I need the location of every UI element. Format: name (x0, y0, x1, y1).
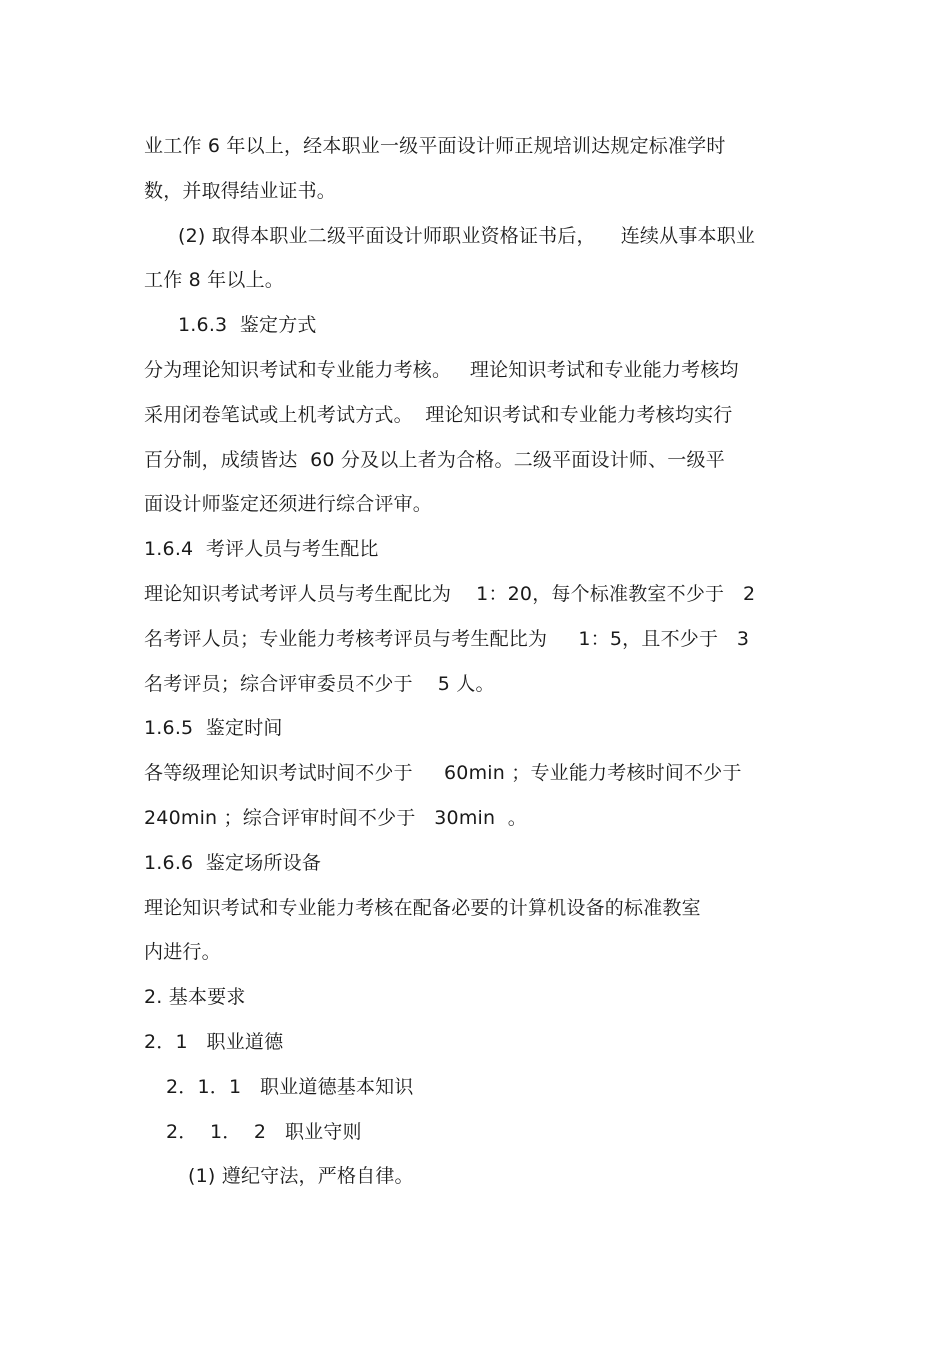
text-line: 数，并取得结业证书。 (144, 180, 337, 202)
section-heading-1-6-4: 1.6.4 考评人员与考生配比 (144, 538, 379, 560)
text-line: 名考评员；综合评审委员不少于 5 人。 (144, 673, 495, 695)
text-line: 分为理论知识考试和专业能力考核。 理论知识考试和专业能力考核均 (144, 359, 739, 381)
section-heading-2-1-2: 2． 1． 2 职业守则 (166, 1121, 362, 1143)
text-line: 面设计师鉴定还须进行综合评审。 (144, 493, 433, 515)
section-heading-1-6-5: 1.6.5 鉴定时间 (144, 717, 283, 739)
text-line: 采用闭卷笔试或上机考试方式。 理论知识考试和专业能力考核均实行 (144, 404, 733, 426)
text-line: 业工作 6 年以上，经本职业一级平面设计师正规培训达规定标准学时 (144, 135, 726, 157)
text-line: 240min ；综合评审时间不少于 30min 。 (144, 807, 527, 829)
list-item: (1) 遵纪守法，严格自律。 (188, 1165, 414, 1187)
text-line: 名考评人员；专业能力考核考评员与考生配比为 1：5，且不少于 3 (144, 628, 750, 650)
section-heading-1-6-6: 1.6.6 鉴定场所设备 (144, 852, 322, 874)
text-line: 理论知识考试考评人员与考生配比为 1：20，每个标准教室不少于 2 (144, 583, 756, 605)
text-line: 工作 8 年以上。 (144, 269, 284, 291)
section-heading-2: 2. 基本要求 (144, 986, 246, 1008)
section-heading-2-1-1: 2．1．1 职业道德基本知识 (166, 1076, 414, 1098)
text-line: 各等级理论知识考试时间不少于 60min ；专业能力考核时间不少于 (144, 762, 742, 784)
text-line: (2) 取得本职业二级平面设计师职业资格证书后， 连续从事本职业 (178, 225, 756, 247)
section-heading-2-1: 2．1 职业道德 (144, 1031, 284, 1053)
text-line: 内进行。 (144, 941, 221, 963)
text-line: 百分制，成绩皆达 60 分及以上者为合格。二级平面设计师、一级平 (144, 449, 725, 471)
text-line: 理论知识考试和专业能力考核在配备必要的计算机设备的标准教室 (144, 897, 701, 919)
section-heading-1-6-3: 1.6.3 鉴定方式 (178, 314, 317, 336)
